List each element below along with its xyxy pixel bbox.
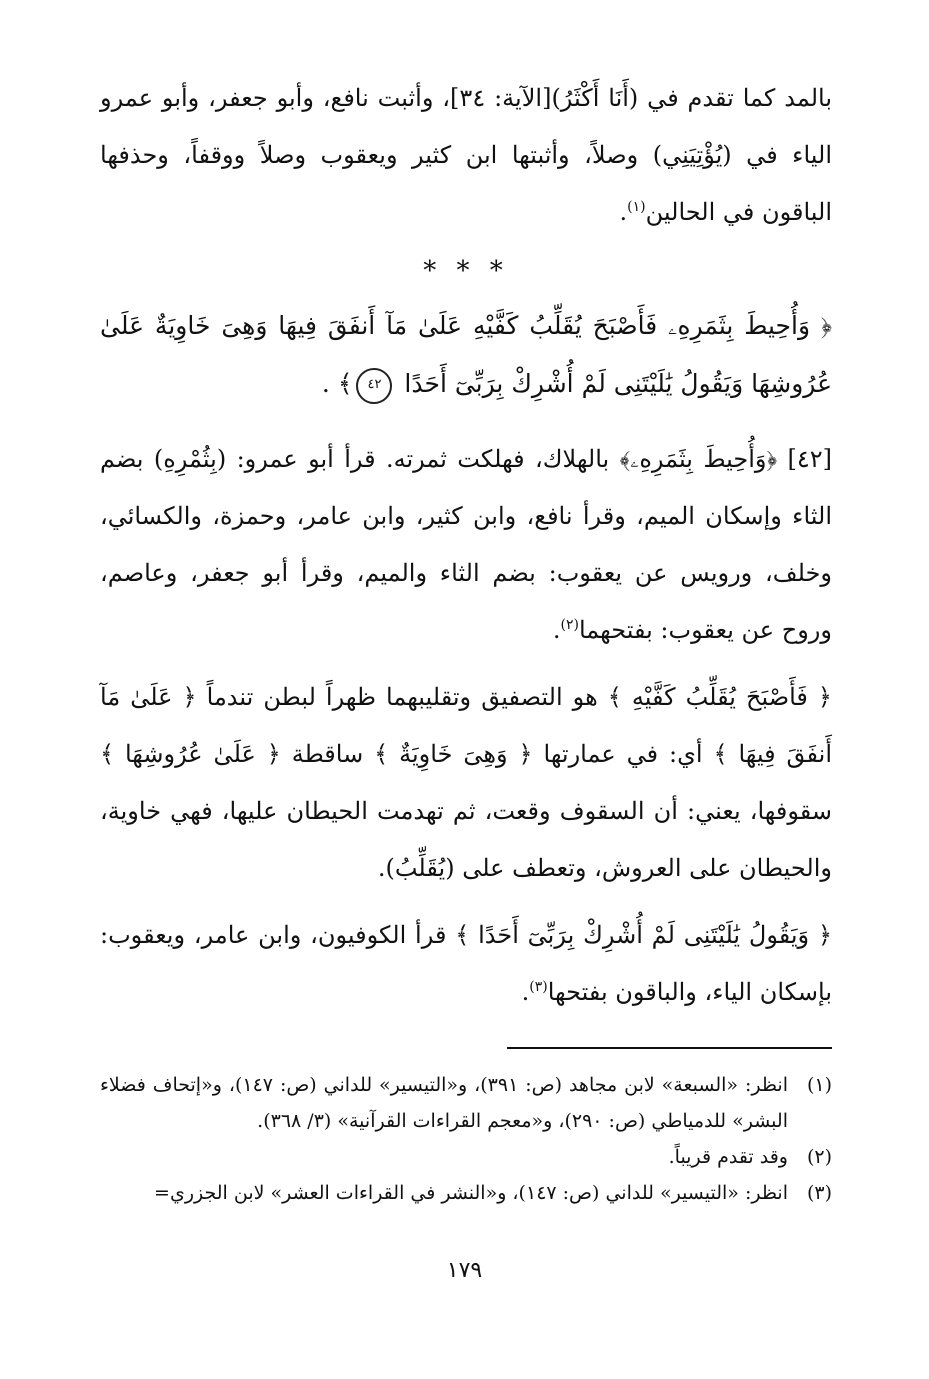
footnote-number: (١) (806, 1074, 832, 1096)
footnote-text: انظر: «السبعة» لابن مجاهد (ص: ٣٩١)، و«التيسير» للداني (ص: ١٤٧)، و«إتحاف فضلاء البشر» للدمياطي (ص: ٢٩٠)، و«معجم القراءات القرآنية» (٣/ ٣٦٨). (100, 1074, 788, 1132)
paragraph-3 (100, 669, 832, 897)
footnotes (100, 1067, 832, 1211)
paragraph-4-end: . (521, 978, 530, 1006)
paragraph-1-text: بالمد كما تقدم في (أَنَا أَكْثَرُ)[الآية: ٣٤]، وأثبت نافع، وأبو جعفر، وأبو عمرو الياء في (يُؤْتِيَنِي) وصلاً، وأثبتها ابن كثير ويعقوب وصلاً ووقفاً، وحذفها الباقون في الحالين (100, 84, 832, 226)
footnote-ref-2[interactable]: (٢) (560, 617, 579, 633)
footnote-text: انظر: «التيسير» للداني (ص: ١٤٧)، و«النشر في القراءات العشر» لابن الجزري= (154, 1182, 788, 1204)
footnote-text: وقد تقدم قريباً. (668, 1146, 788, 1168)
page-body (100, 70, 832, 1211)
footnote-number: (٢) (806, 1146, 832, 1168)
paragraph-2-text: [٤٢] ﴿وَأُحِيطَ بِثَمَرِهِۦ﴾ بالهلاك، فهلكت ثمرته. قرأ أبو عمرو: (بِثُمْرِهِ) بضم الثاء وإسكان الميم، وقرأ نافع، وابن كثير، وابن عامر، وحمزة، والكسائي، وخلف، ورويس عن يعقوب: بضم الثاء والميم، وقرأ أبو جعفر، وعاصم، وروح عن يعقوب: بفتحهما (100, 445, 832, 644)
section-separator: * * * (423, 256, 509, 286)
paragraph-3-text: ﴿ فَأَصْبَحَ يُقَلِّبُ كَفَّيْهِ ﴾ هو التصفيق وتقليبهما ظهراً لبطن تندماً ﴿ عَلَىٰ مَآ أَنفَقَ فِيهَا ﴾ أي: في عمارتها ﴿ وَهِىَ خَاوِيَةٌ ﴾ ساقطة ﴿ عَلَىٰ عُرُوشِهَا ﴾ سقوفها، يعني: أن السقوف وقعت، ثم تهدمت الحيطان عليها، فهي خاوية، والحيطان على العروش، وتعطف على (يُقَلِّبُ). (100, 683, 832, 882)
footnote-ref-3[interactable]: (٣) (529, 979, 548, 995)
footnote-number: (٣) (806, 1182, 832, 1204)
paragraph-4-text: ﴿ وَيَقُولُ يَٰلَيْتَنِى لَمْ أُشْرِكْ بِرَبِّىٓ أَحَدًا ﴾ قرأ الكوفيون، وابن عامر، ويعقوب: بإسكان الياء، والباقون بفتحها (100, 921, 832, 1006)
footnote-3 (100, 1175, 832, 1211)
ayah-number-marker: ٤٢ (356, 368, 392, 404)
quran-verse-end: ﴾ . (321, 369, 353, 398)
quran-verse (100, 297, 832, 417)
paragraph-2 (100, 431, 832, 659)
page-number: ١٧٩ (446, 1258, 483, 1283)
footnote-ref-1[interactable]: (١) (627, 199, 646, 215)
paragraph-1-end: . (619, 198, 628, 226)
paragraph-2-end: . (552, 616, 561, 644)
paragraph-4 (100, 907, 832, 1021)
footnote-divider (507, 1047, 832, 1049)
paragraph-1 (100, 70, 832, 241)
quran-verse-text: ﴿ وَأُحِيطَ بِثَمَرِهِۦ فَأَصْبَحَ يُقَلِّبُ كَفَّيْهِ عَلَىٰ مَآ أَنفَقَ فِيهَا وَهِىَ خَاوِيَةٌ عَلَىٰ عُرُوشِهَا وَيَقُولُ يَٰلَيْتَنِى لَمْ أُشْرِكْ بِرَبِّىٓ أَحَدًا (100, 311, 832, 398)
footnote-2 (100, 1139, 832, 1175)
footnote-1 (100, 1067, 832, 1139)
